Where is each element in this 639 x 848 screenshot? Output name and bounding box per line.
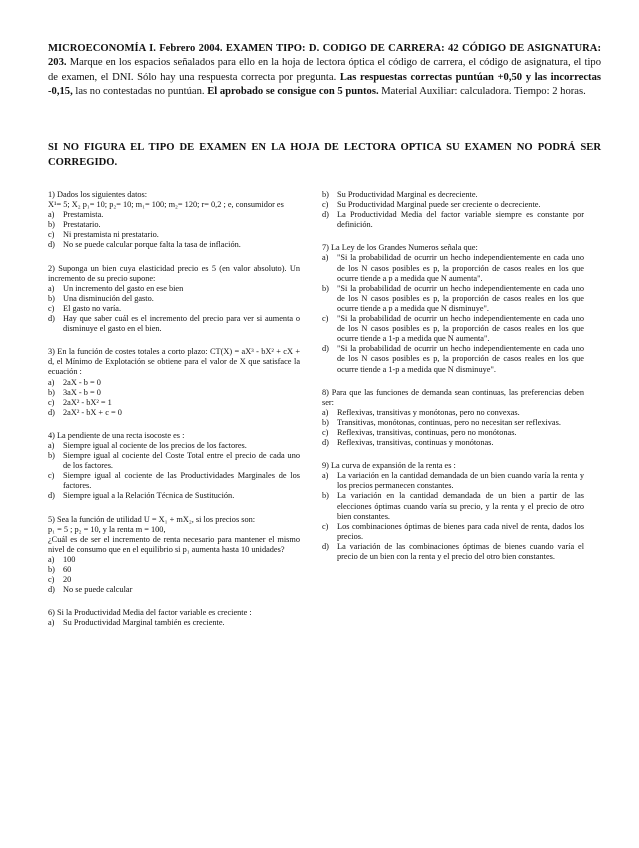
option-letter: c) xyxy=(48,230,55,240)
question-stem: 7) La Ley de los Grandes Numeros señala que: xyxy=(322,243,478,253)
option-text: Prestamista. xyxy=(63,210,104,220)
option-letter: c) xyxy=(48,471,55,481)
option-letter: a) xyxy=(48,377,55,387)
question-stem: 6) Si la Productividad Media del factor variable es creciente : xyxy=(48,608,252,618)
exam-header xyxy=(48,42,601,99)
option-text: Transitivas, monótonas, continuas, pero no necesitan ser reflexivas. xyxy=(337,417,561,427)
answer-option xyxy=(48,441,300,451)
answer-option xyxy=(48,491,300,501)
option-text: Su Productividad Marginal puede ser creciente o decreciente. xyxy=(337,200,541,210)
question-stem: 5) Sea la función de utilidad U = X₁ + mX₂, si los precios son: p₁ = 5 ; p₂ = 10, y la renta m = 100, ¿Cuál es de ser el incremento de renta necesario para mantener el mismo nivel de consumo que en el equilibrio si p₁ aumenta hasta 10 unidades? xyxy=(48,514,300,554)
answer-option xyxy=(48,284,300,294)
option-text: Hay que saber cuál es el incremento del precio para ver si aumenta o disminuye el gasto en el bien. xyxy=(63,314,300,334)
question-stem: 4) La pendiente de una recta isocoste es : xyxy=(48,430,185,440)
answer-option xyxy=(48,294,300,304)
answer-option xyxy=(322,418,584,428)
option-text: El gasto no varía. xyxy=(63,303,122,313)
answer-option xyxy=(48,230,300,240)
answer-option xyxy=(322,253,584,283)
answer-option xyxy=(322,344,584,374)
option-letter: a) xyxy=(322,471,329,481)
answer-option xyxy=(48,240,300,250)
unanswered-rule: las no contestadas no puntúan. xyxy=(75,85,205,97)
question-stem: 2) Suponga un bien cuya elasticidad precio es 5 (en valor absoluto). Un incremento de su precio supone: xyxy=(48,263,300,283)
option-letter: c) xyxy=(48,397,55,407)
answer-option xyxy=(322,408,584,418)
pass-rule: El aprobado se consigue con 5 puntos. xyxy=(207,85,379,97)
answer-option xyxy=(322,284,584,314)
exam-warning: SI NO FIGURA EL TIPO DE EXAMEN EN LA HOJA DE LECTORA OPTICA SU EXAMEN NO PODRÁ SER CORREGIDO. xyxy=(48,142,601,168)
option-text: 20 xyxy=(63,575,72,585)
exam-instructions: Marque en los espacios señalados para ello en la hoja de lectora óptica el código de carrera, el código de asignatura, el tipo de examen, el DNI. Sólo hay una respuesta correcta por pregunta. xyxy=(48,57,601,83)
option-letter: a) xyxy=(48,554,55,564)
answer-option xyxy=(48,408,300,418)
option-text: Prestatario. xyxy=(63,220,101,230)
question-block xyxy=(322,461,584,562)
option-letter: d) xyxy=(322,541,329,551)
option-letter: a) xyxy=(48,283,55,293)
option-text: No se puede calcular porque falta la tasa de inflación. xyxy=(63,240,241,250)
option-letter: b) xyxy=(48,565,55,574)
question-stem: 1) Dados los siguientes datos: X¹= 5; X₂ p₁= 10; p₂= 10; m₁= 100; m₂= 120; r= 0,2 ; e, consumidor es xyxy=(48,190,284,210)
option-letter: a) xyxy=(322,407,329,417)
question-stem: 9) La curva de expansión de la renta es : xyxy=(322,461,456,471)
option-letter: d) xyxy=(48,585,55,595)
answer-option xyxy=(48,471,300,491)
question-stem: 8) Para que las funciones de demanda sean continuas, las preferencias deben ser: xyxy=(322,387,584,407)
question-block xyxy=(48,264,300,335)
answer-option xyxy=(48,398,300,408)
question-block xyxy=(48,431,300,502)
question-block xyxy=(322,388,584,449)
option-letter: c) xyxy=(322,314,329,324)
option-text: "Si la probabilidad de ocurrir un hecho independientemente en cada uno de los N casos posibles es p, la proporción de casos reales en los que ocurre tiende a 1-p a medida que N aumenta". xyxy=(337,314,584,344)
option-text: Su Productividad Marginal es decreciente. xyxy=(337,190,478,199)
option-text: La variación en la cantidad demandada de un bien cuando varía la renta y los precios permanecen constantes. xyxy=(337,471,584,491)
scoring-rule: Las respuestas correctas puntúan +0,50 y las incorrectas -0,15, xyxy=(48,71,601,97)
answer-option xyxy=(48,451,300,471)
option-letter: b) xyxy=(48,387,55,397)
option-text: Reflexivas, transitivas, continuas y monótonas. xyxy=(337,438,494,448)
question-block xyxy=(48,515,300,596)
option-letter: c) xyxy=(48,575,55,585)
option-text: 2aX² - bX² = 1 xyxy=(63,397,112,407)
answer-option xyxy=(48,575,300,585)
option-text: Reflexivas, transitivas, continuas, pero no monótonas. xyxy=(337,427,517,437)
option-text: 100 xyxy=(63,554,76,564)
option-text: Reflexivas, transitivas y monótonas, pero no convexas. xyxy=(337,407,520,417)
answer-option xyxy=(322,210,584,230)
option-letter: b) xyxy=(322,491,329,501)
option-text: Una disminución del gasto. xyxy=(63,293,154,303)
option-letter: d) xyxy=(322,438,329,448)
option-letter: c) xyxy=(48,303,55,313)
answer-option xyxy=(322,200,584,210)
option-letter: d) xyxy=(48,314,55,324)
answer-option xyxy=(48,210,300,220)
answer-option xyxy=(48,378,300,388)
question-block xyxy=(48,190,300,251)
option-text: 2aX - b = 0 xyxy=(63,377,101,387)
option-letter: a) xyxy=(48,210,55,220)
question-stem: 3) En la función de costes totales a corto plazo: CT(X) = aX³ - bX² + cX + d, el Mínimo de Explotación se obtiene para el valor de X que satisface la ecuación : xyxy=(48,347,300,377)
answer-option xyxy=(48,565,300,575)
answer-option xyxy=(48,555,300,565)
option-text: Su Productividad Marginal también es creciente. xyxy=(63,618,225,628)
option-letter: d) xyxy=(48,407,55,417)
option-text: 2aX² - bX + c = 0 xyxy=(63,407,122,417)
answer-option xyxy=(322,522,584,542)
option-text: "Si la probabilidad de ocurrir un hecho independientemente en cada uno de los N casos posibles es p, la proporción de casos reales en los que ocurre tiende a p a medida que N aumenta". xyxy=(337,253,584,283)
option-text: La variación en la cantidad demandada de un bien a partir de las elecciones óptimas cuando varía su precio, y la renta y el precio de otro bien constantes. xyxy=(337,491,584,521)
option-text: Siempre igual a la Relación Técnica de Sustitución. xyxy=(63,491,235,501)
option-letter: c) xyxy=(322,427,329,437)
option-text: La Productividad Media del factor variable siempre es constante por definición. xyxy=(337,210,584,230)
option-text: "Si la probabilidad de ocurrir un hecho independientemente en cada uno de los N casos posibles es p, la proporción de casos reales en los que ocurre tiende a p a medida que N disminuye". xyxy=(337,283,584,313)
answer-option xyxy=(322,314,584,344)
question-block xyxy=(48,608,300,628)
option-letter: b) xyxy=(48,220,55,230)
option-text: Ni prestamista ni prestatario. xyxy=(63,230,159,240)
answer-option xyxy=(48,314,300,334)
option-letter: b) xyxy=(48,451,55,461)
option-letter: d) xyxy=(322,210,329,220)
option-text: 60 xyxy=(63,565,72,574)
option-text: No se puede calcular xyxy=(63,585,133,595)
option-text: Siempre igual al cociente del Coste Total entre el precio de cada uno de los factores. xyxy=(63,451,300,471)
answer-option xyxy=(48,388,300,398)
option-letter: d) xyxy=(48,240,55,250)
answer-option xyxy=(322,438,584,448)
exam-title: MICROECONOMÍA I. Febrero 2004. EXAMEN TIPO: D. CODIGO DE CARRERA: 42 CÓDIGO DE ASIGNATURA: 203. xyxy=(48,43,601,69)
answer-option xyxy=(322,542,584,562)
option-letter: d) xyxy=(322,344,329,354)
option-text: La variación de las combinaciones óptimas de bienes cuando varía el precio de un bien con la renta y el precio del otro bien constantes. xyxy=(337,541,584,561)
left-column xyxy=(48,190,300,641)
answer-option xyxy=(322,190,584,200)
option-text: Un incremento del gasto en ese bien xyxy=(63,283,184,293)
answer-option xyxy=(322,428,584,438)
question-block xyxy=(322,190,584,230)
option-letter: b) xyxy=(48,293,55,303)
option-letter: d) xyxy=(48,491,55,501)
answer-option xyxy=(48,304,300,314)
option-letter: b) xyxy=(322,283,329,293)
answer-option xyxy=(48,618,300,628)
question-block xyxy=(322,243,584,374)
option-letter: a) xyxy=(48,440,55,450)
material-note: Material Auxiliar: calculadora. Tiempo: 2 horas. xyxy=(381,85,586,97)
option-text: "Si la probabilidad de ocurrir un hecho independientemente en cada uno de los N casos posibles es p, la proporción de casos reales en los que ocurre tiende a 1-p a medida que N disminuye". xyxy=(337,344,584,374)
option-text: Siempre igual al cociente de los precios de los factores. xyxy=(63,440,247,450)
option-letter: b) xyxy=(322,417,329,427)
option-letter: a) xyxy=(48,618,55,628)
option-letter: a) xyxy=(322,253,329,263)
right-column xyxy=(322,190,584,575)
option-letter: b) xyxy=(322,190,329,199)
option-text: Siempre igual al cociente de las Productividades Marginales de los factores. xyxy=(63,471,300,491)
option-letter: c) xyxy=(322,200,329,210)
answer-option xyxy=(322,471,584,491)
option-text: Los combinaciones óptimas de bienes para cada nivel de renta, dados los precios. xyxy=(337,521,584,541)
answer-option xyxy=(322,491,584,521)
answer-option xyxy=(48,220,300,230)
answer-option xyxy=(48,585,300,595)
option-letter: c) xyxy=(322,521,329,531)
option-text: 3aX - b = 0 xyxy=(63,387,101,397)
question-block xyxy=(48,347,300,418)
